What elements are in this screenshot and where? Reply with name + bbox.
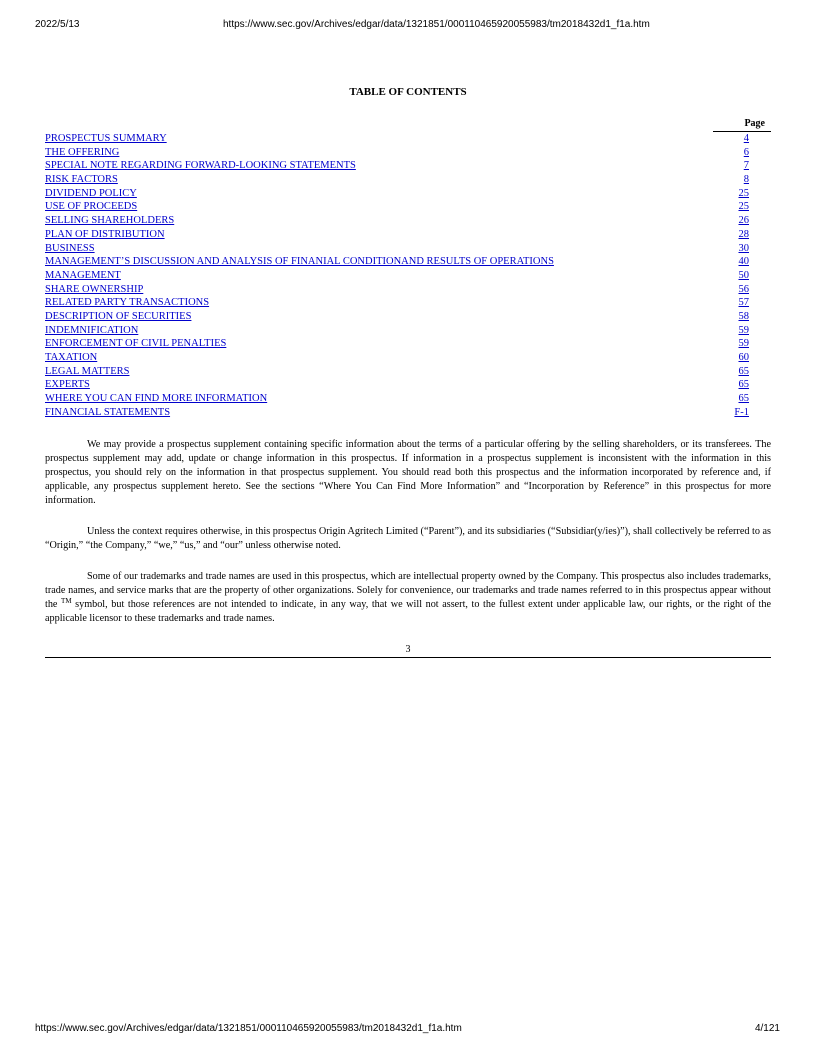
toc-entry-link[interactable]: WHERE YOU CAN FIND MORE INFORMATION (45, 393, 268, 405)
toc-entry-page-link[interactable]: 6 (743, 146, 749, 158)
toc-entry (45, 296, 771, 310)
toc-entry-page-link[interactable]: 59 (738, 324, 749, 336)
toc-entry (45, 214, 771, 228)
toc-entry-page-link[interactable]: 30 (738, 242, 749, 254)
toc-entry (45, 255, 771, 269)
toc-entry (45, 200, 771, 214)
toc-entry-page-link[interactable]: 28 (738, 228, 749, 240)
toc-entry-page-link[interactable]: 65 (738, 379, 749, 391)
paragraph-trademarks (45, 570, 771, 626)
toc-entry-link[interactable]: RELATED PARTY TRANSACTIONS (45, 297, 210, 309)
toc-entry-page-link[interactable]: 65 (738, 393, 749, 405)
toc-page-header (45, 118, 771, 132)
toc-entry (45, 392, 771, 406)
toc-entry-link[interactable]: THE OFFERING (45, 146, 120, 158)
toc-entry-link[interactable]: PROSPECTUS SUMMARY (45, 133, 167, 144)
toc-entry-link[interactable]: BUSINESS (45, 242, 95, 254)
toc-entry-link[interactable]: MANAGEMENT (45, 269, 121, 281)
toc-entry-page-link[interactable]: 57 (738, 297, 749, 309)
toc-entry (45, 269, 771, 283)
toc-entry (45, 351, 771, 365)
toc-list (45, 132, 771, 419)
toc-entry-link[interactable]: TAXATION (45, 352, 98, 363)
toc-entry (45, 324, 771, 338)
toc-entry (45, 173, 771, 187)
toc-entry (45, 406, 771, 420)
toc-entry-page-link[interactable]: 65 (738, 365, 749, 377)
print-footer-url: https://www.sec.gov/Archives/edgar/data/1321851/000110465920055983/tm2018432d1_f1a.htm (35, 1023, 462, 1034)
toc-entry (45, 132, 771, 146)
toc-entry-link[interactable]: DIVIDEND POLICY (45, 187, 137, 199)
document-page (45, 86, 771, 658)
print-page-counter: 4/121 (754, 1023, 780, 1034)
toc-entry-link[interactable]: USE OF PROCEEDS (45, 201, 138, 213)
toc-entry-page-link[interactable]: 40 (738, 256, 749, 268)
toc-entry-page-link[interactable]: 50 (738, 269, 749, 281)
toc-entry-page-link[interactable]: 58 (738, 310, 749, 322)
paragraph-definitions: Unless the context requires otherwise, in this prospectus Origin Agritech Limited (“Parent”), and its subsidiaries (“Subsidiar(y/ies)”), shall collectively be referred to as “Origin,” “the Company,” “we,” “us,” and “our” unless otherwise noted. (45, 526, 771, 552)
toc-entry-page-link[interactable]: 25 (738, 187, 749, 199)
trademark-text-before: Some of our trademarks and trade names are used in this prospectus, which are intellectual property owned by the Company. This prospectus also includes trademarks, trade names, and service marks that are the property of other organizations. Solely for convenience, our trademarks and trade names referred to in this prospectus appear without the (45, 571, 771, 611)
toc-entry (45, 283, 771, 297)
toc-entry-link[interactable]: SHARE OWNERSHIP (45, 283, 144, 295)
toc-entry-page-link[interactable]: 56 (738, 283, 749, 295)
toc-entry-page-link[interactable]: 4 (743, 133, 749, 144)
trademark-symbol: TM (61, 597, 72, 606)
toc-entry-page-link[interactable]: 26 (738, 215, 749, 227)
paragraph-supplement: We may provide a prospectus supplement containing specific information about the terms of a particular offering by the selling shareholders, or its transferees. The prospectus supplement may add, update or change information in this prospectus. If information in a prospectus supplement is inconsistent with the information in this prospectus, you should rely on the information in that prospectus supplement. You should read both this prospectus and the information incorporated by reference and, if applicable, any prospectus supplement hereto. See the sections “Where You Can Find More Information” and “Incorporation by Reference” in this prospectus for more information. (45, 439, 771, 507)
toc-entry (45, 365, 771, 379)
toc-entry (45, 242, 771, 256)
toc-entry-link[interactable]: PLAN OF DISTRIBUTION (45, 228, 165, 240)
toc-entry-link[interactable]: SPECIAL NOTE REGARDING FORWARD-LOOKING STATEMENTS (45, 160, 356, 172)
toc-entry (45, 228, 771, 242)
toc-entry-page-link[interactable]: 59 (738, 338, 749, 350)
print-date: 2022/5/13 (35, 19, 80, 30)
toc-entry (45, 337, 771, 351)
toc-entry-link[interactable]: DESCRIPTION OF SECURITIES (45, 310, 192, 322)
toc-entry (45, 378, 771, 392)
page-number: 3 (405, 644, 411, 656)
toc-entry-link[interactable]: INDEMNIFICATION (45, 324, 139, 336)
toc-entry (45, 146, 771, 160)
page-bottom-rule (45, 657, 771, 658)
page-column-label: Page (744, 118, 765, 129)
toc-entry-page-link[interactable]: 25 (738, 201, 749, 213)
print-header-url: https://www.sec.gov/Archives/edgar/data/1321851/000110465920055983/tm2018432d1_f1a.htm (223, 19, 650, 30)
toc-entry-link[interactable]: RISK FACTORS (45, 174, 118, 186)
toc-entry-link[interactable]: LEGAL MATTERS (45, 365, 130, 377)
toc-entry (45, 159, 771, 173)
toc-entry-page-link[interactable]: 7 (743, 160, 749, 172)
toc-entry-link[interactable]: SELLING SHAREHOLDERS (45, 215, 175, 227)
toc-entry (45, 310, 771, 324)
toc-entry-page-link[interactable]: F-1 (734, 406, 749, 418)
toc-entry-page-link[interactable]: 60 (738, 352, 749, 363)
toc-entry-link[interactable]: MANAGEMENT’S DISCUSSION AND ANALYSIS OF FINANIAL CONDITIONAND RESULTS OF OPERATIONS (45, 256, 554, 268)
page-column-rule (713, 131, 771, 132)
toc-entry-page-link[interactable]: 8 (743, 174, 749, 186)
toc-entry-link[interactable]: FINANCIAL STATEMENTS (45, 406, 171, 418)
toc-entry (45, 187, 771, 201)
toc-entry-link[interactable]: EXPERTS (45, 379, 90, 391)
toc-title: TABLE OF CONTENTS (349, 86, 467, 98)
trademark-text-after: symbol, but those references are not intended to indicate, in any way, that we will not assert, to the fullest extent under applicable law, our rights, or the right of the applicable licensor to these trademarks and trade names. (45, 599, 771, 625)
toc-entry-link[interactable]: ENFORCEMENT OF CIVIL PENALTIES (45, 338, 227, 350)
